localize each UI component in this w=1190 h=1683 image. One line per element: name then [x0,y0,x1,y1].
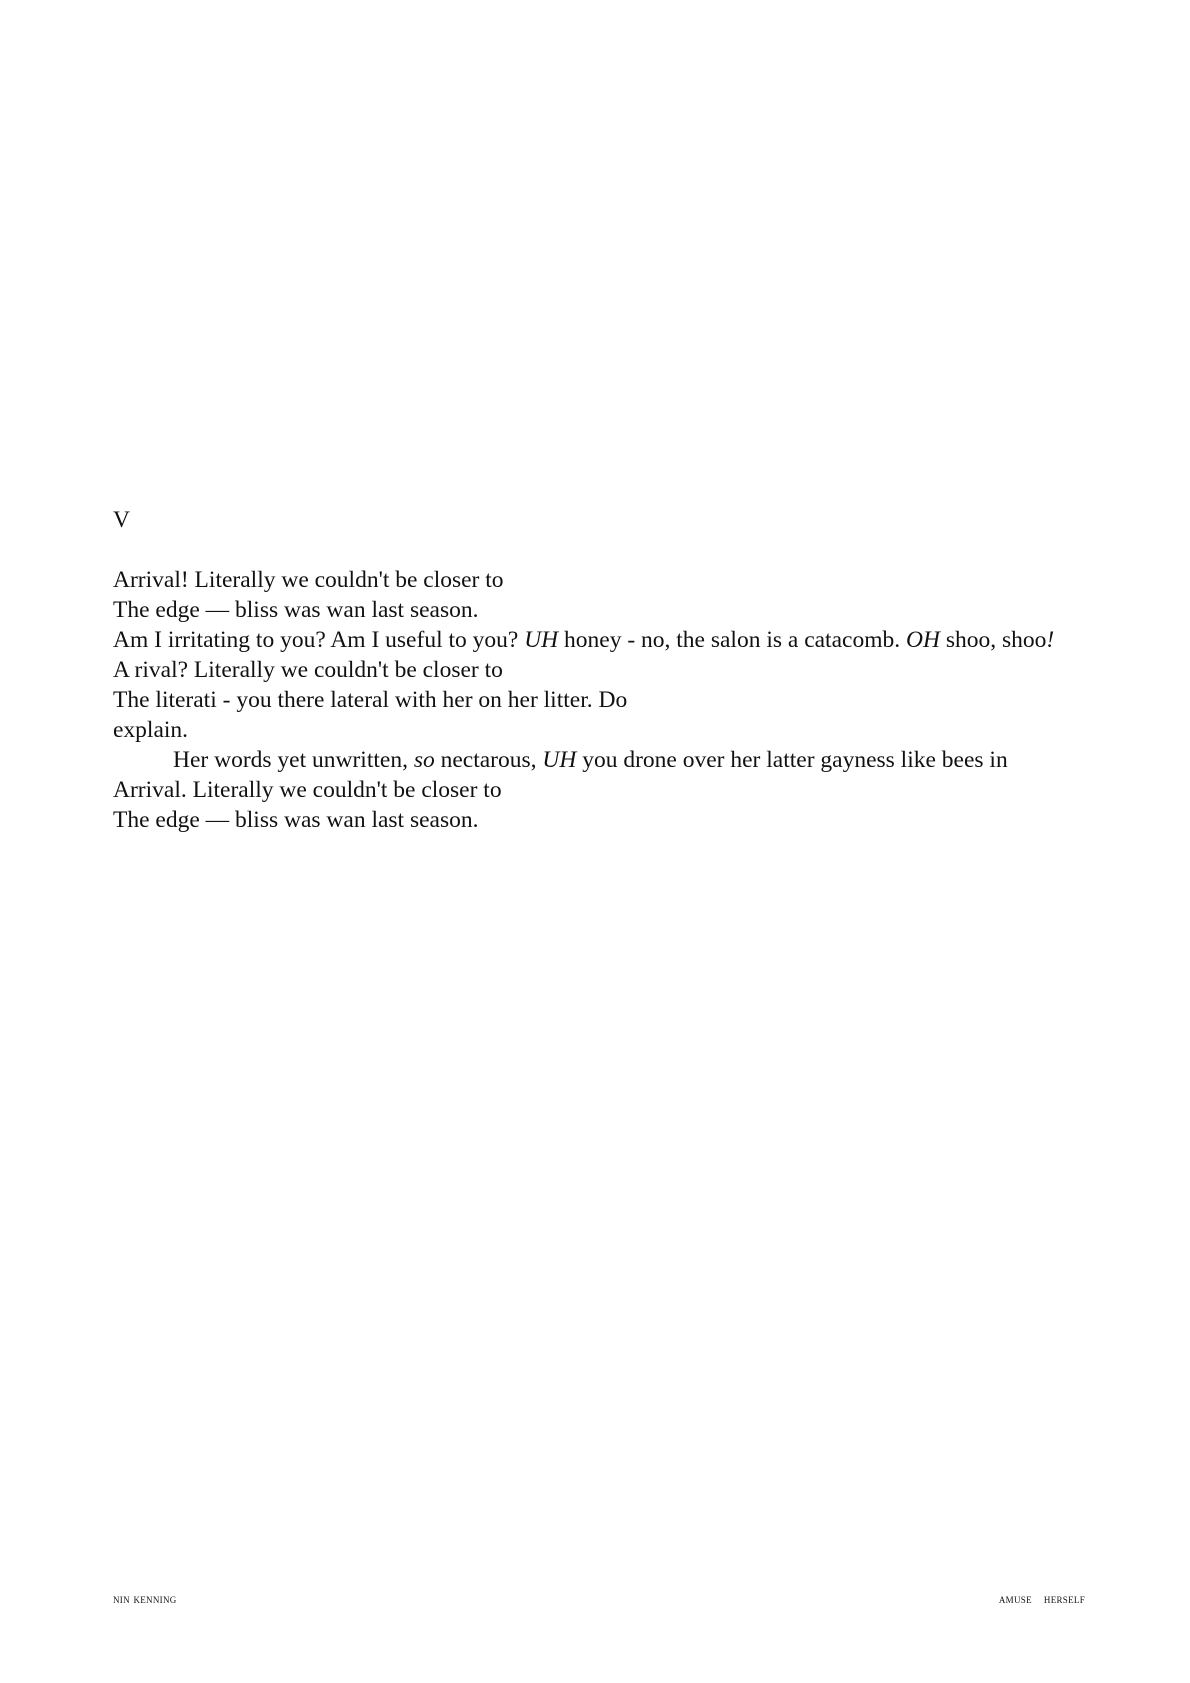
text-segment: you drone over her latter gayness like bees in [576,747,1008,773]
poem-line [113,625,1093,655]
poem-line [113,715,1093,745]
poem-line [113,745,1093,775]
italic-segment: ! [1046,627,1055,653]
text-segment: The literati - you there lateral with her on her litter. Do [113,687,628,713]
text-segment: Arrival. Literally we couldn't be closer to [113,777,502,803]
page-body [113,505,1093,835]
poem-line [113,805,1093,835]
poem-line [113,655,1093,685]
italic-segment: UH [542,747,577,773]
text-segment: nectarous, [434,747,543,773]
italic-segment: so [413,747,435,773]
text-segment: The edge — bliss was wan last season. [113,807,479,833]
poem-line [113,595,1093,625]
text-segment: explain. [113,717,189,743]
text-segment: shoo, shoo [939,627,1047,653]
poem-line [113,775,1093,805]
section-numeral: V [113,507,130,533]
italic-segment: OH [905,627,940,653]
footer-author: nin kenning [113,1591,177,1606]
poem-line [113,565,1093,595]
text-segment: Am I irritating to you? Am I useful to you? [113,627,525,653]
italic-segment: UH [524,627,559,653]
text-segment: honey - no, the salon is a catacomb. [558,627,906,653]
footer-title-word: herself [1043,1591,1085,1606]
text-segment: Arrival! Literally we couldn't be closer to [113,567,504,593]
text-segment: A rival? Literally we couldn't be closer to [113,657,503,683]
text-segment: The edge — bliss was wan last season. [113,597,479,623]
footer-title-word: amuse [998,1591,1032,1606]
poem-text [113,565,1093,835]
footer-title [999,1591,1085,1607]
text-segment: Her words yet unwritten, [173,747,414,773]
poem-line [113,685,1093,715]
